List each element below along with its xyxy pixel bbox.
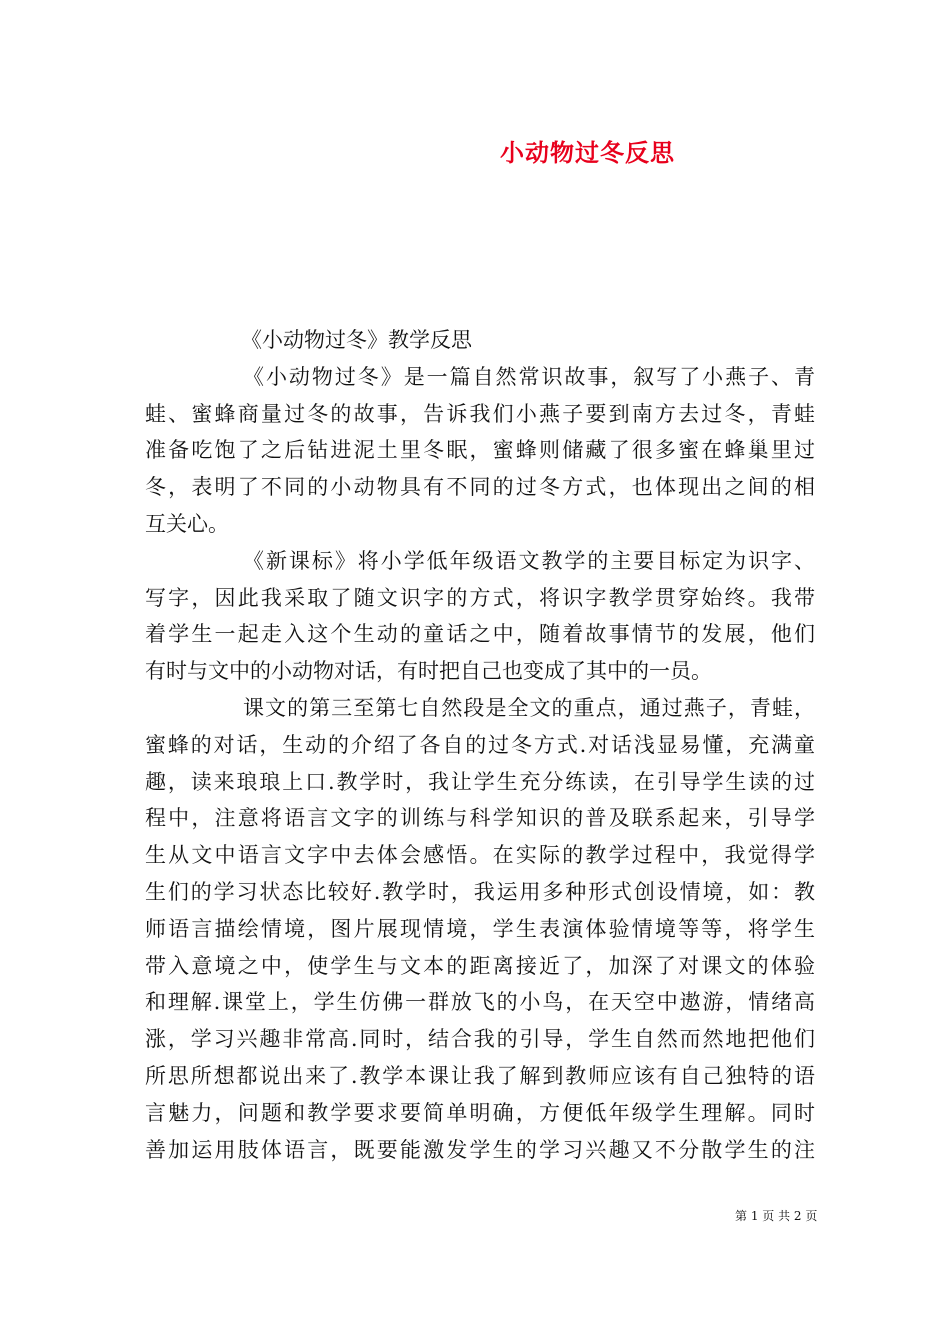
paragraph-3-line-12: 言魅力，问题和教学要求要简单明确，方便低年级学生理解。同时 <box>145 1100 815 1125</box>
paragraph-3-line-9: 和理解.课堂上，学生仿佛一群放飞的小鸟，在天空中遨游，情绪高 <box>145 990 815 1015</box>
page-footer: 第 1 页 共 2 页 <box>735 1209 818 1223</box>
document-title: 小动物过冬反思 <box>500 138 675 167</box>
document-subtitle: 《小动物过冬》教学反思 <box>241 328 472 352</box>
paragraph-3-line-13: 善加运用肢体语言，既要能激发学生的学习兴趣又不分散学生的注 <box>145 1137 815 1162</box>
paragraph-2-line-1: 《新课标》将小学低年级语文教学的主要目标定为识字、 <box>243 548 815 573</box>
paragraph-1-line-1: 《小动物过冬》是一篇自然常识故事，叙写了小燕子、青 <box>243 364 815 389</box>
paragraph-3-line-8: 带入意境之中，使学生与文本的距离接近了，加深了对课文的体验 <box>145 953 815 978</box>
paragraph-3-line-5: 生从文中语言文字中去体会感悟。在实际的教学过程中，我觉得学 <box>145 843 815 868</box>
paragraph-1-line-3: 准备吃饱了之后钻进泥土里冬眠，蜜蜂则储藏了很多蜜在蜂巢里过 <box>145 438 815 463</box>
paragraph-3-line-6: 生们的学习状态比较好.教学时，我运用多种形式创设情境，如：教 <box>145 879 815 904</box>
paragraph-3-line-10: 涨，学习兴趣非常高.同时，结合我的引导，学生自然而然地把他们 <box>145 1027 815 1052</box>
document-body <box>145 322 815 1168</box>
paragraph-1-line-5: 互关心。 <box>145 511 229 536</box>
paragraph-3-line-11: 所思所想都说出来了.教学本课让我了解到教师应该有自己独特的语 <box>145 1063 815 1088</box>
paragraph-3-line-7: 师语言描绘情境，图片展现情境，学生表演体验情境等等，将学生 <box>145 916 815 941</box>
paragraph-2-line-2: 写字，因此我采取了随文识字的方式，将识字教学贯穿始终。我带 <box>145 585 815 610</box>
paragraph-1-line-4: 冬，表明了不同的小动物具有不同的过冬方式，也体现出之间的相 <box>145 475 815 500</box>
paragraph-2-line-4: 有时与文中的小动物对话，有时把自己也变成了其中的一员。 <box>145 659 712 684</box>
paragraph-3-line-3: 趣，读来琅琅上口.教学时，我让学生充分练读，在引导学生读的过 <box>145 769 815 794</box>
paragraph-3-line-2: 蜜蜂的对话，生动的介绍了各自的过冬方式.对话浅显易懂，充满童 <box>145 732 815 757</box>
paragraph-2-line-3: 着学生一起走入这个生动的童话之中，随着故事情节的发展，他们 <box>145 622 815 647</box>
paragraph-1-line-2: 蛙、蜜蜂商量过冬的故事，告诉我们小燕子要到南方去过冬，青蛙 <box>145 401 815 426</box>
paragraph-3-line-4: 程中，注意将语言文字的训练与科学知识的普及联系起来，引导学 <box>145 806 815 831</box>
paragraph-3-line-1: 课文的第三至第七自然段是全文的重点，通过燕子，青蛙， <box>243 695 815 720</box>
